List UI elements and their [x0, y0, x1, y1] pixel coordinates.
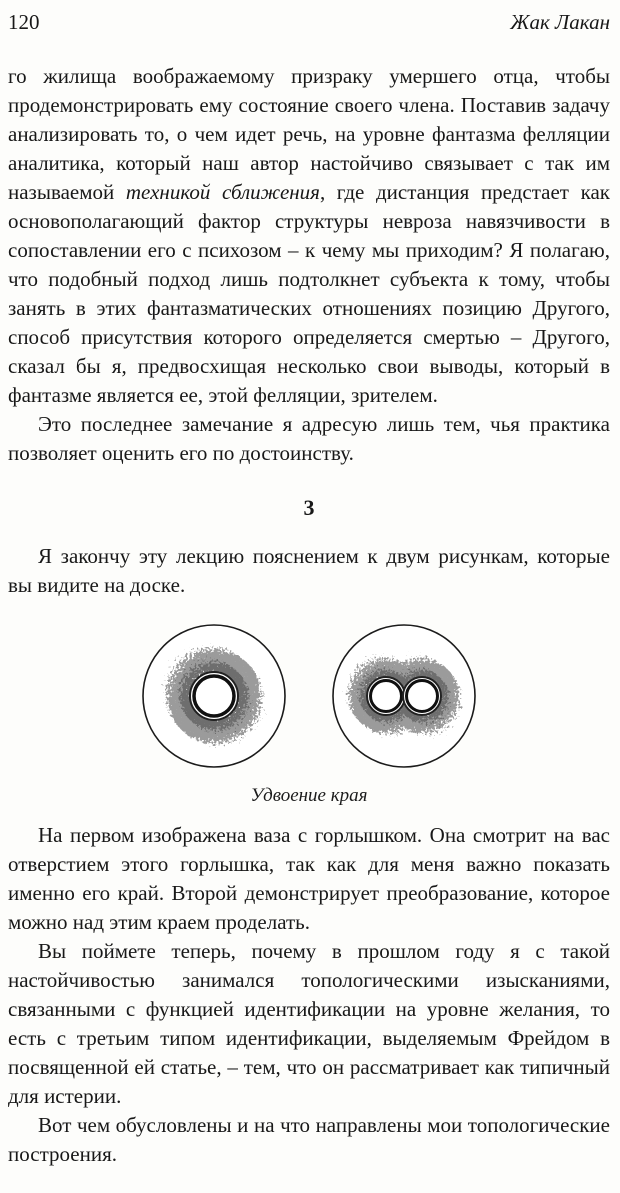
running-head-author: Жак Лакан [510, 10, 610, 34]
paragraph-text: го жилища воображаемому призраку умершего отца, чтобы продемонстрировать ему состояние своего члена. Поставив задачу анализировать то, о чем идет речь, на уровне фантазма фелляции аналитика, который наш автор настойчиво связывает с так им называемой [8, 64, 610, 204]
body-paragraph-4: На первом изображена ваза с горлышком. Она смотрит на вас отверстием этого горлышка, так как для меня важно показать именно его край. Второй демонстрирует преобразование, которое можно над этим краем проделать. [8, 823, 610, 934]
body-paragraph-6: Вот чем обусловлены и на что направлены мои топологические построения. [8, 1113, 610, 1166]
body-paragraph-2: Это последнее замечание я адресую лишь тем, чья практика позволяет оценить его по достоинству. [8, 412, 610, 465]
torus-edge-drawings [139, 620, 479, 772]
body-paragraph-5: Вы поймете теперь, почему в прошлом году я с такой настойчивостью занимался топологическими изысканиями, связанными с функцией идентификации на уровне желания, то есть с третьим типом идентификации, выделяемым Фрейдом в посвященной ей статье, – тем, что он рассматривает как типичный для истерии. [8, 939, 610, 1108]
italic-phrase: техникой сближения [125, 180, 320, 204]
page-header [8, 10, 610, 35]
vase-neck-figure [143, 625, 285, 767]
blackboard-figure [8, 620, 610, 807]
paragraph-text: , где дистанция предстает как основополагающий фактор структуры невроза навязчивости в сопоставлении его с психозом – к чему мы приходим? Я полагаю, что подобный подход лишь подтолкнет субъекта к тому, чтобы занять в этих фантазматических отношениях позицию Другого, способ присутствия которого определяется смертью – Другого, сказал бы я, предвосхищая несколько свои выводы, который в фантазме является ее, этой фелляции, зрителем. [8, 180, 610, 407]
page-body [8, 62, 610, 1169]
body-paragraph-1 [8, 62, 610, 410]
body-paragraph-3: Я закончу эту лекцию пояснением к двум рисункам, которые вы видите на доске. [8, 544, 610, 597]
section-number: 3 [303, 495, 315, 520]
page-number: 120 [8, 10, 40, 34]
figure-caption: Удвоение края [250, 785, 368, 806]
doubled-edge-figure [333, 625, 475, 767]
